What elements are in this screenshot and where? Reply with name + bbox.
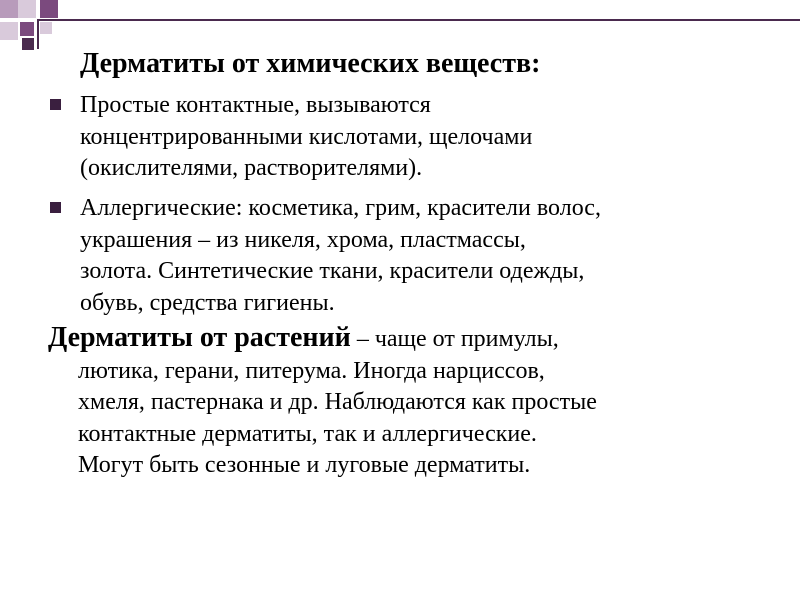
bullet-text <box>80 193 770 319</box>
section-heading-chemicals: Дерматиты от химических веществ: <box>80 48 541 79</box>
bullet-line: украшения – из никеля, хрома, пластмассы, <box>80 226 526 253</box>
corner-square <box>20 22 34 36</box>
corner-square <box>22 38 34 50</box>
corner-square <box>18 0 36 18</box>
corner-square <box>40 22 52 34</box>
bullet-allergic <box>50 193 770 319</box>
corner-decoration <box>0 0 64 52</box>
bullet-text <box>80 90 770 185</box>
plants-line: контактные дерматиты, так и аллергические. <box>78 420 537 447</box>
corner-square <box>0 0 18 18</box>
bullet-line: концентрированными кислотами, щелочами <box>80 123 533 150</box>
section-plants <box>48 322 778 482</box>
plants-line: лютика, герани, питерума. Иногда нарциссов, <box>78 357 545 384</box>
bullet-simple-contact <box>50 90 770 185</box>
square-bullet-icon <box>50 99 61 110</box>
bullet-line: золота. Синтетические ткани, красители одежды, <box>80 258 585 284</box>
bullet-line: обувь, средства гигиены. <box>80 289 335 316</box>
plants-line: хмеля, пастернака и др. Наблюдаются как простые <box>78 389 597 415</box>
header-rule-vertical <box>37 19 39 49</box>
bullet-line: Простые контактные, вызываются <box>80 92 431 118</box>
section-heading-plants: Дерматиты от растений <box>48 322 351 353</box>
square-bullet-icon <box>50 202 61 213</box>
header-rule <box>37 19 800 21</box>
corner-square <box>40 0 58 18</box>
plants-first-line: – чаще от примулы, <box>350 326 559 352</box>
plants-line: Могут быть сезонные и луговые дерматиты. <box>78 452 531 478</box>
bullet-line: (окислителями, растворителями). <box>80 155 423 181</box>
corner-square <box>0 22 18 40</box>
bullet-line: Аллергические: косметика, грим, красители волос, <box>80 195 601 221</box>
